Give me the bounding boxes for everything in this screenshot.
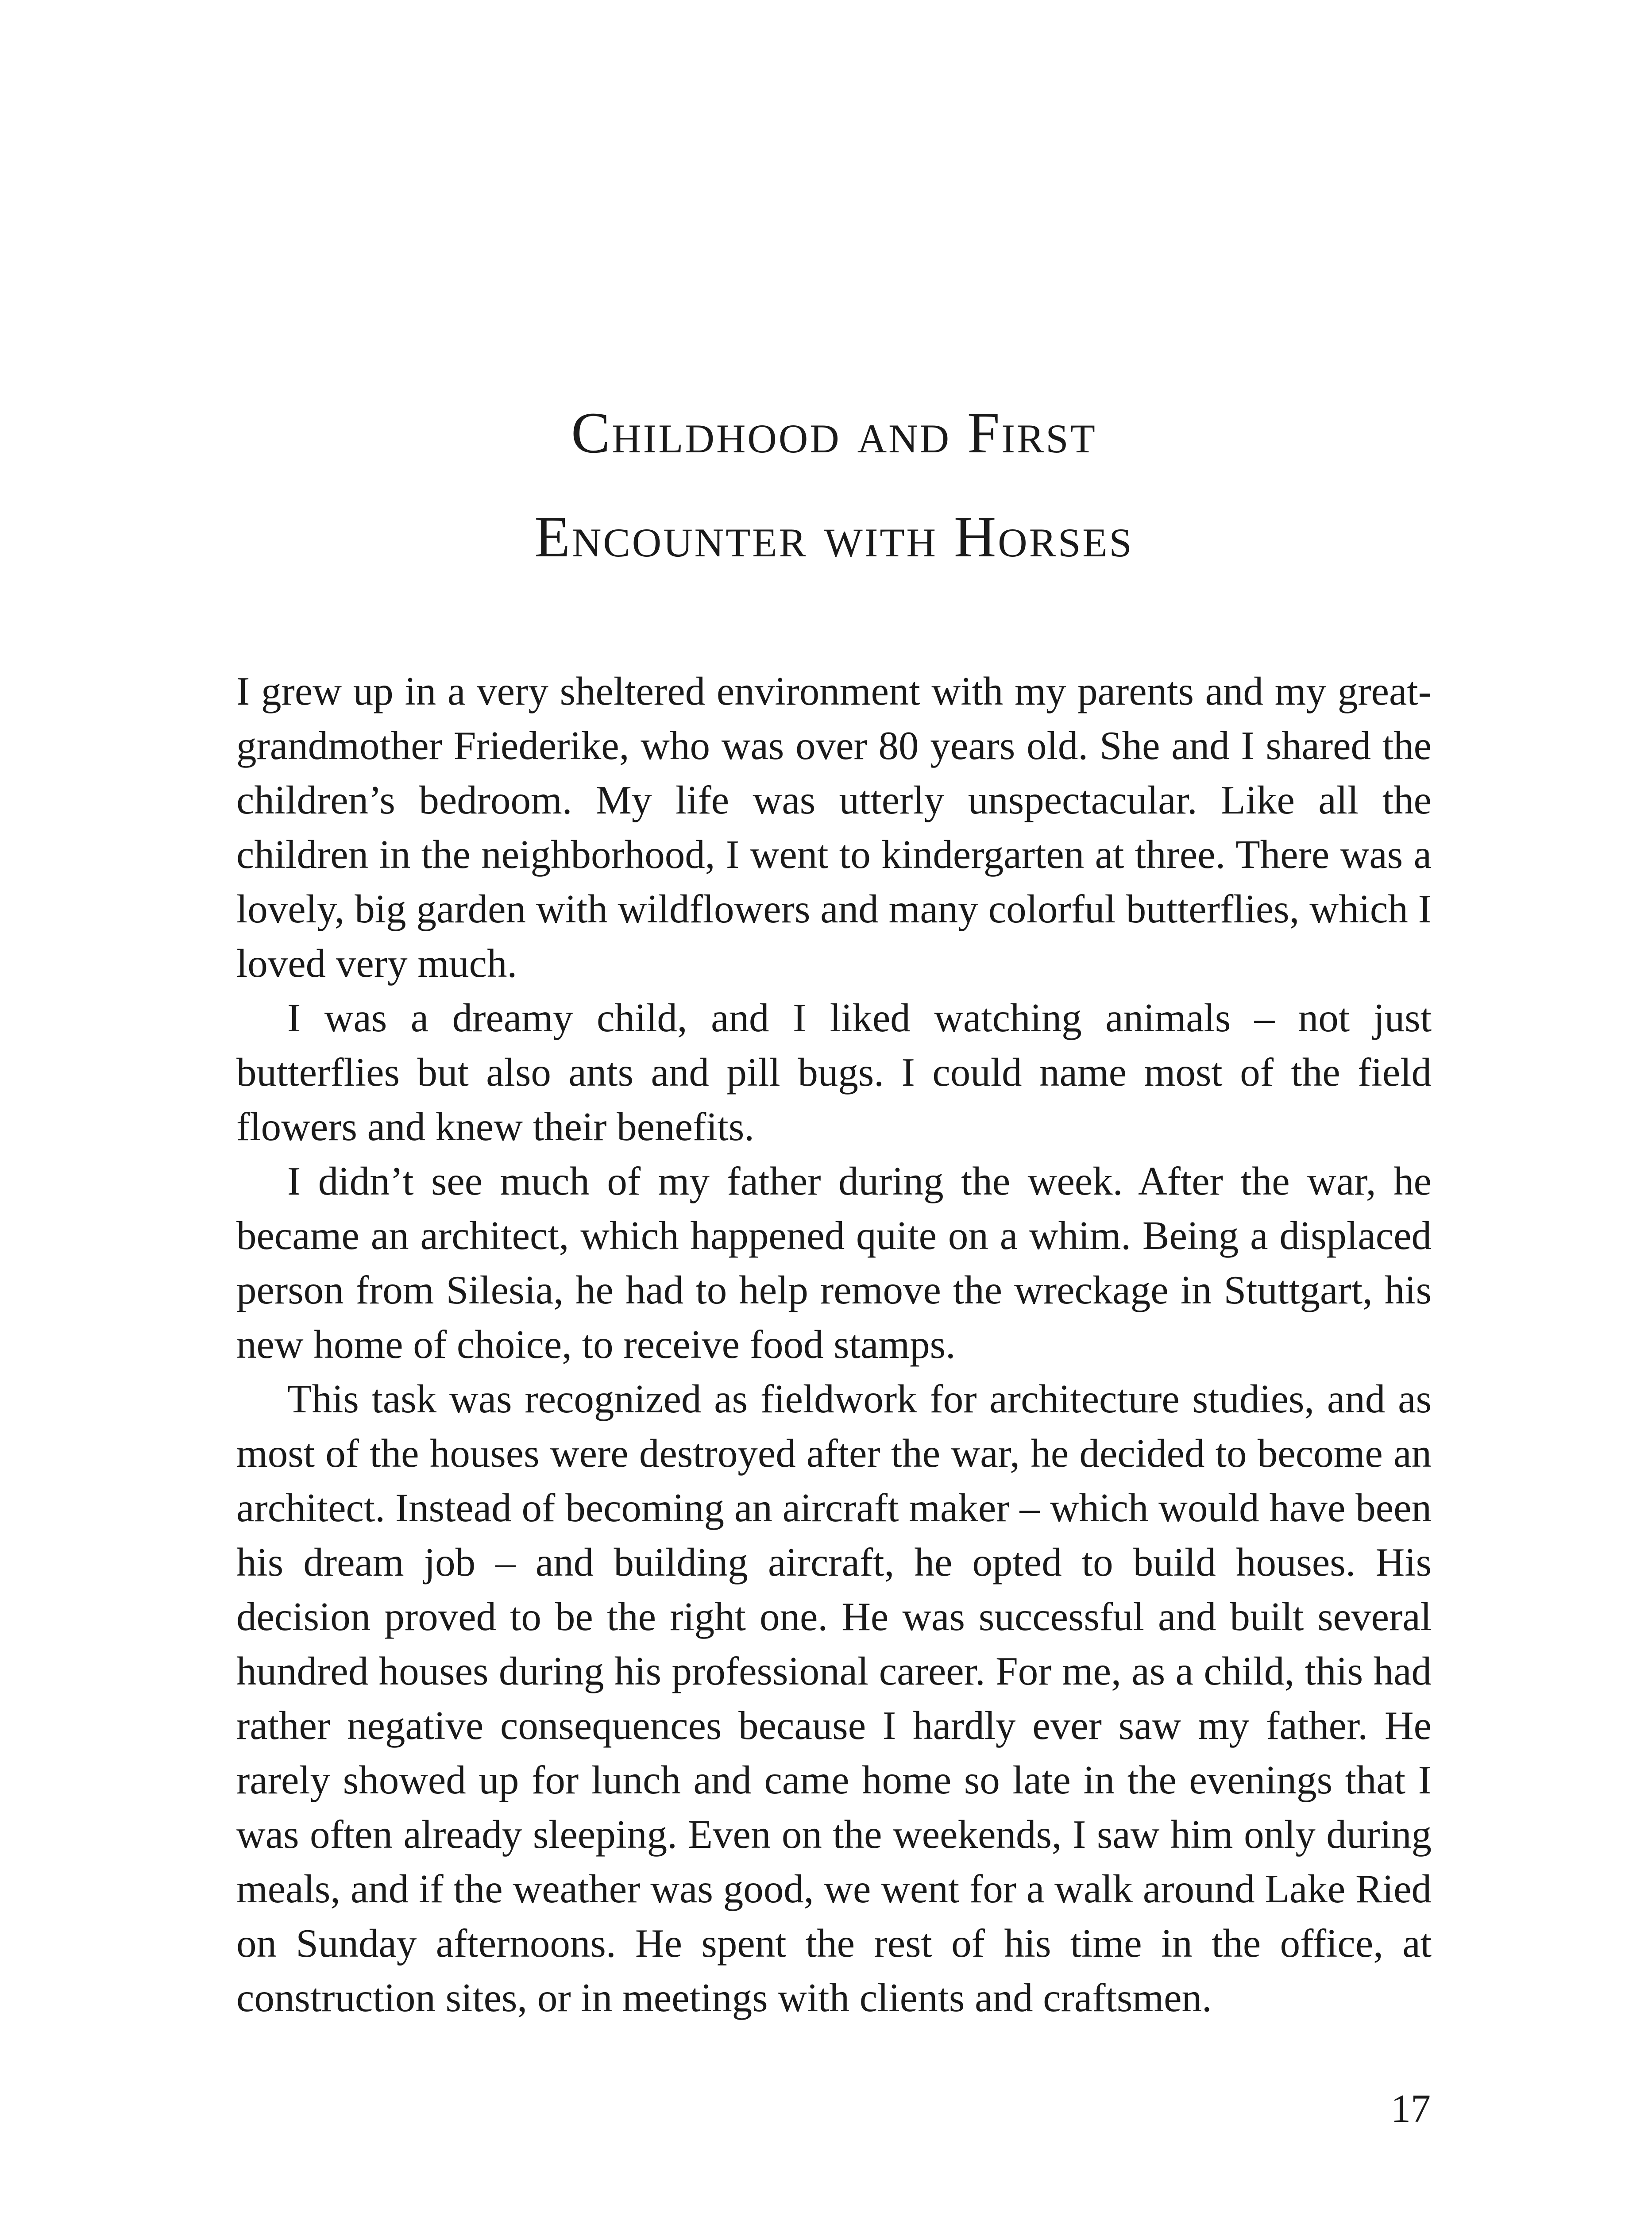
page-number: 17 bbox=[1391, 2087, 1431, 2131]
chapter-title-line-1: Childhood and First bbox=[571, 400, 1097, 465]
chapter-title-line-2: Encounter with Horses bbox=[534, 504, 1134, 569]
chapter-title bbox=[236, 381, 1432, 589]
paragraph-3: I didn’t see much of my father during the week. After the war, he became an architect, which happened quite on a whim. Being a displaced person from Silesia, he had to help remove the wreckage in Stuttgart, his new home of choice, to receive food stamps. bbox=[236, 1159, 1432, 1367]
paragraph-1: I grew up in a very sheltered environment with my parents and my great-grandmother Friederike, who was over 80 years old. She and I shared the children’s bedroom. My life was utterly unspectacular. Like all the children in the neighborhood, I went to kindergarten at three. There was a lovely, big garden with wildflowers and many colorful butterflies, which I loved very much. bbox=[236, 669, 1432, 986]
paragraph-4: This task was recognized as fieldwork for architecture studies, and as most of the houses were destroyed after the war, he decided to become an architect. Instead of becoming an aircraft maker – which would have been his dream job – and building aircraft, he opted to build houses. His decision proved to be the right one. He was successful and built several hundred houses during his professional career. For me, as a child, this had rather negative consequences because I hardly ever saw my father. He rarely showed up for lunch and came home so late in the evenings that I was often already sleeping. Even on the weekends, I saw him only during meals, and if the weather was good, we went for a walk around Lake Ried on Sunday afternoons. He spent the rest of his time in the office, at construction sites, or in meetings with clients and craftsmen. bbox=[236, 1376, 1432, 2020]
body-text bbox=[236, 664, 1432, 2025]
paragraph-2: I was a dreamy child, and I liked watching animals – not just butterflies but also ants and pill bugs. I could name most of the field flowers and knew their benefits. bbox=[236, 995, 1432, 1149]
